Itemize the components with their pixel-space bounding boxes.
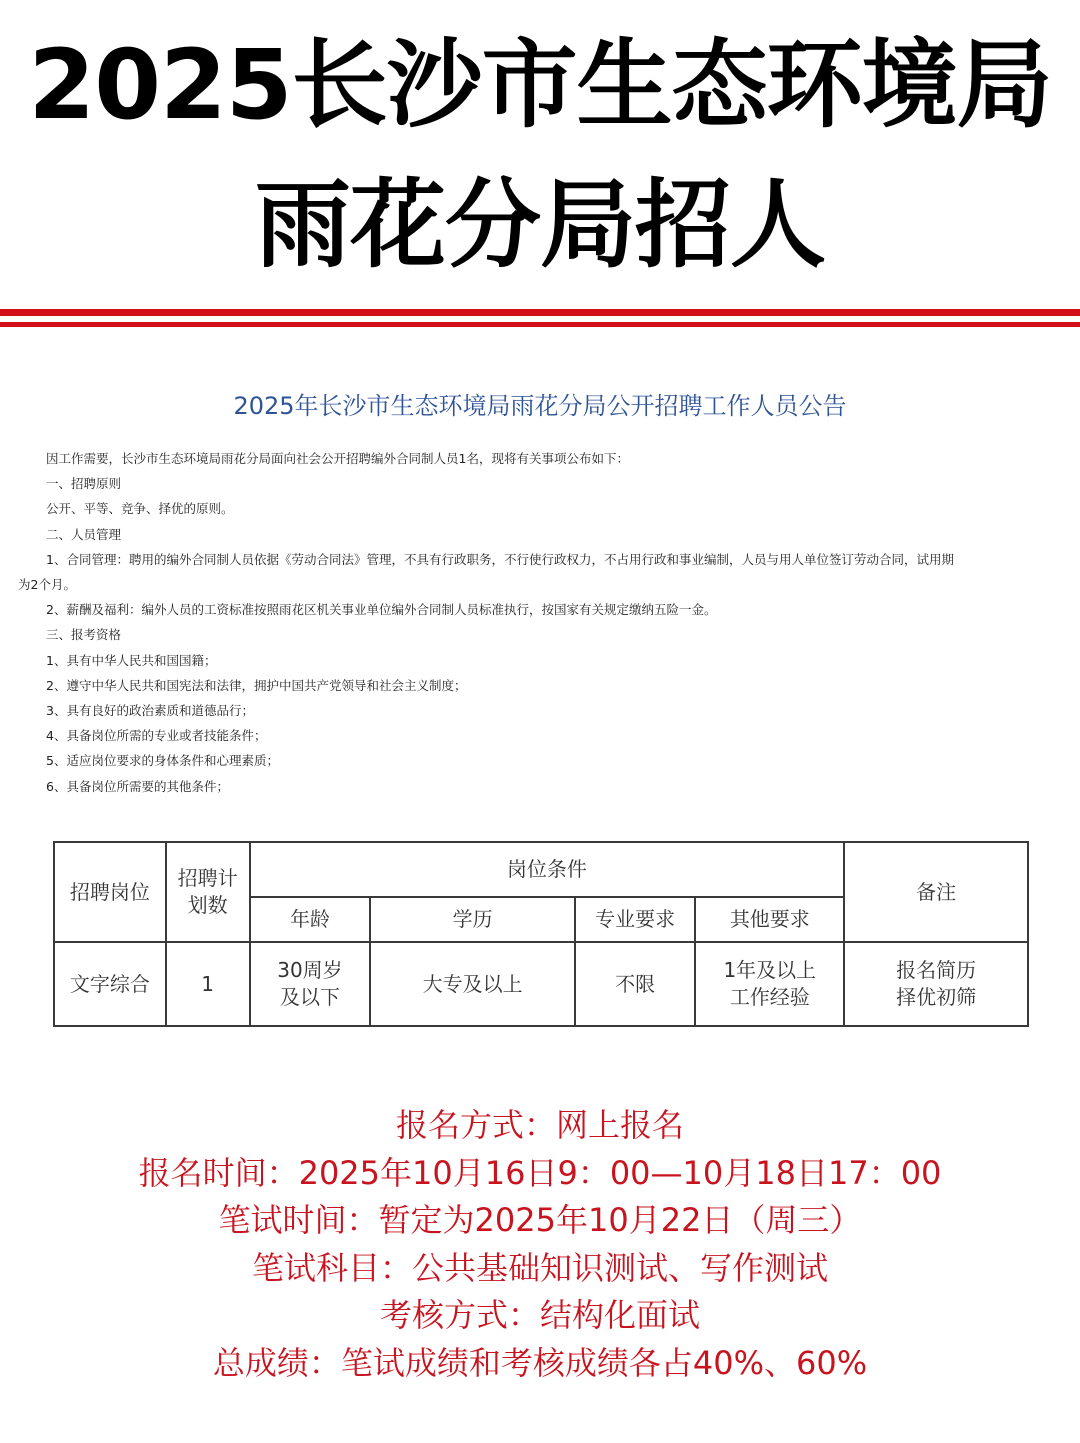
exam-subjects: 笔试科目：公共基础知识测试、写作测试 [251, 1248, 828, 1287]
cell-education: 大专及以上 [370, 942, 574, 1026]
exam-time: 笔试时间：暂定为2025年10月22日（周三） [218, 1201, 862, 1240]
red-divider-top [0, 309, 1080, 316]
header-remark: 备注 [844, 842, 1028, 942]
notice-title: 2025年长沙市生态环境局雨花分局公开招聘工作人员公告 [233, 392, 847, 420]
apply-time: 报名时间：2025年10月16日9：00—10月18日17：00 [138, 1153, 942, 1192]
header-age: 年龄 [250, 897, 371, 942]
headline-line-2: 雨花分局招人 [255, 169, 825, 281]
cell-count: 1 [166, 942, 250, 1026]
section-3-item: 2、遵守中华人民共和国宪法和法律，拥护中国共产党领导和社会主义制度； [46, 677, 467, 693]
section-1-heading: 一、招聘原则 [46, 476, 122, 492]
cell-position: 文字综合 [54, 942, 166, 1026]
section-3-heading: 三、报考资格 [46, 627, 122, 643]
cell-major: 不限 [575, 942, 696, 1026]
section-3-item: 4、具备岗位所需的专业或者技能条件； [46, 728, 267, 744]
total-score: 总成绩：笔试成绩和考核成绩各占40%、60% [212, 1343, 868, 1382]
section-3-item: 1、具有中华人民共和国国籍； [46, 652, 217, 668]
notice-body [18, 446, 1068, 799]
cell-remark: 报名简历择优初筛 [844, 942, 1028, 1026]
section-1-body: 公开、平等、竞争、择优的原则。 [46, 501, 234, 517]
header-major: 专业要求 [575, 897, 696, 942]
section-2-item-2: 2、薪酬及福利：编外人员的工资标准按照雨花区机关事业单位编外合同制人员标准执行，按国家有关规定缴纳五险一金。 [46, 602, 717, 618]
red-divider-bottom [0, 322, 1080, 327]
section-2-item-1-continued: 为2个月。 [18, 577, 76, 593]
headline-line-1: 2025长沙市生态环境局 [28, 29, 1052, 141]
section-3-item: 5、适应岗位要求的身体条件和心理素质； [46, 753, 279, 769]
header-plan-count: 招聘计划数 [166, 842, 250, 942]
header-position: 招聘岗位 [54, 842, 166, 942]
header-other: 其他要求 [695, 897, 844, 942]
section-3-item: 6、具备岗位所需要的其他条件； [46, 778, 229, 794]
notice-intro: 因工作需要，长沙市生态环境局雨花分局面向社会公开招聘编外合同制人员1名，现将有关事项公布如下： [46, 451, 629, 466]
cell-age: 30周岁及以下 [250, 942, 371, 1026]
exam-info [0, 1102, 1080, 1388]
recruitment-table [53, 841, 1029, 1027]
assessment-method: 考核方式：结构化面试 [379, 1296, 700, 1335]
section-2-heading: 二、人员管理 [46, 526, 122, 542]
header-conditions: 岗位条件 [250, 842, 845, 897]
cell-other: 1年及以上工作经验 [695, 942, 844, 1026]
header-education: 学历 [370, 897, 574, 942]
section-2-item-1: 1、合同管理：聘用的编外合同制人员依据《劳动合同法》管理，不具有行政职务，不行使行政权力，不占用行政和事业编制，人员与用人单位签订劳动合同，试用期 [46, 551, 954, 567]
section-3-item: 3、具有良好的政治素质和道德品行； [46, 703, 254, 719]
apply-method: 报名方式：网上报名 [395, 1106, 684, 1144]
